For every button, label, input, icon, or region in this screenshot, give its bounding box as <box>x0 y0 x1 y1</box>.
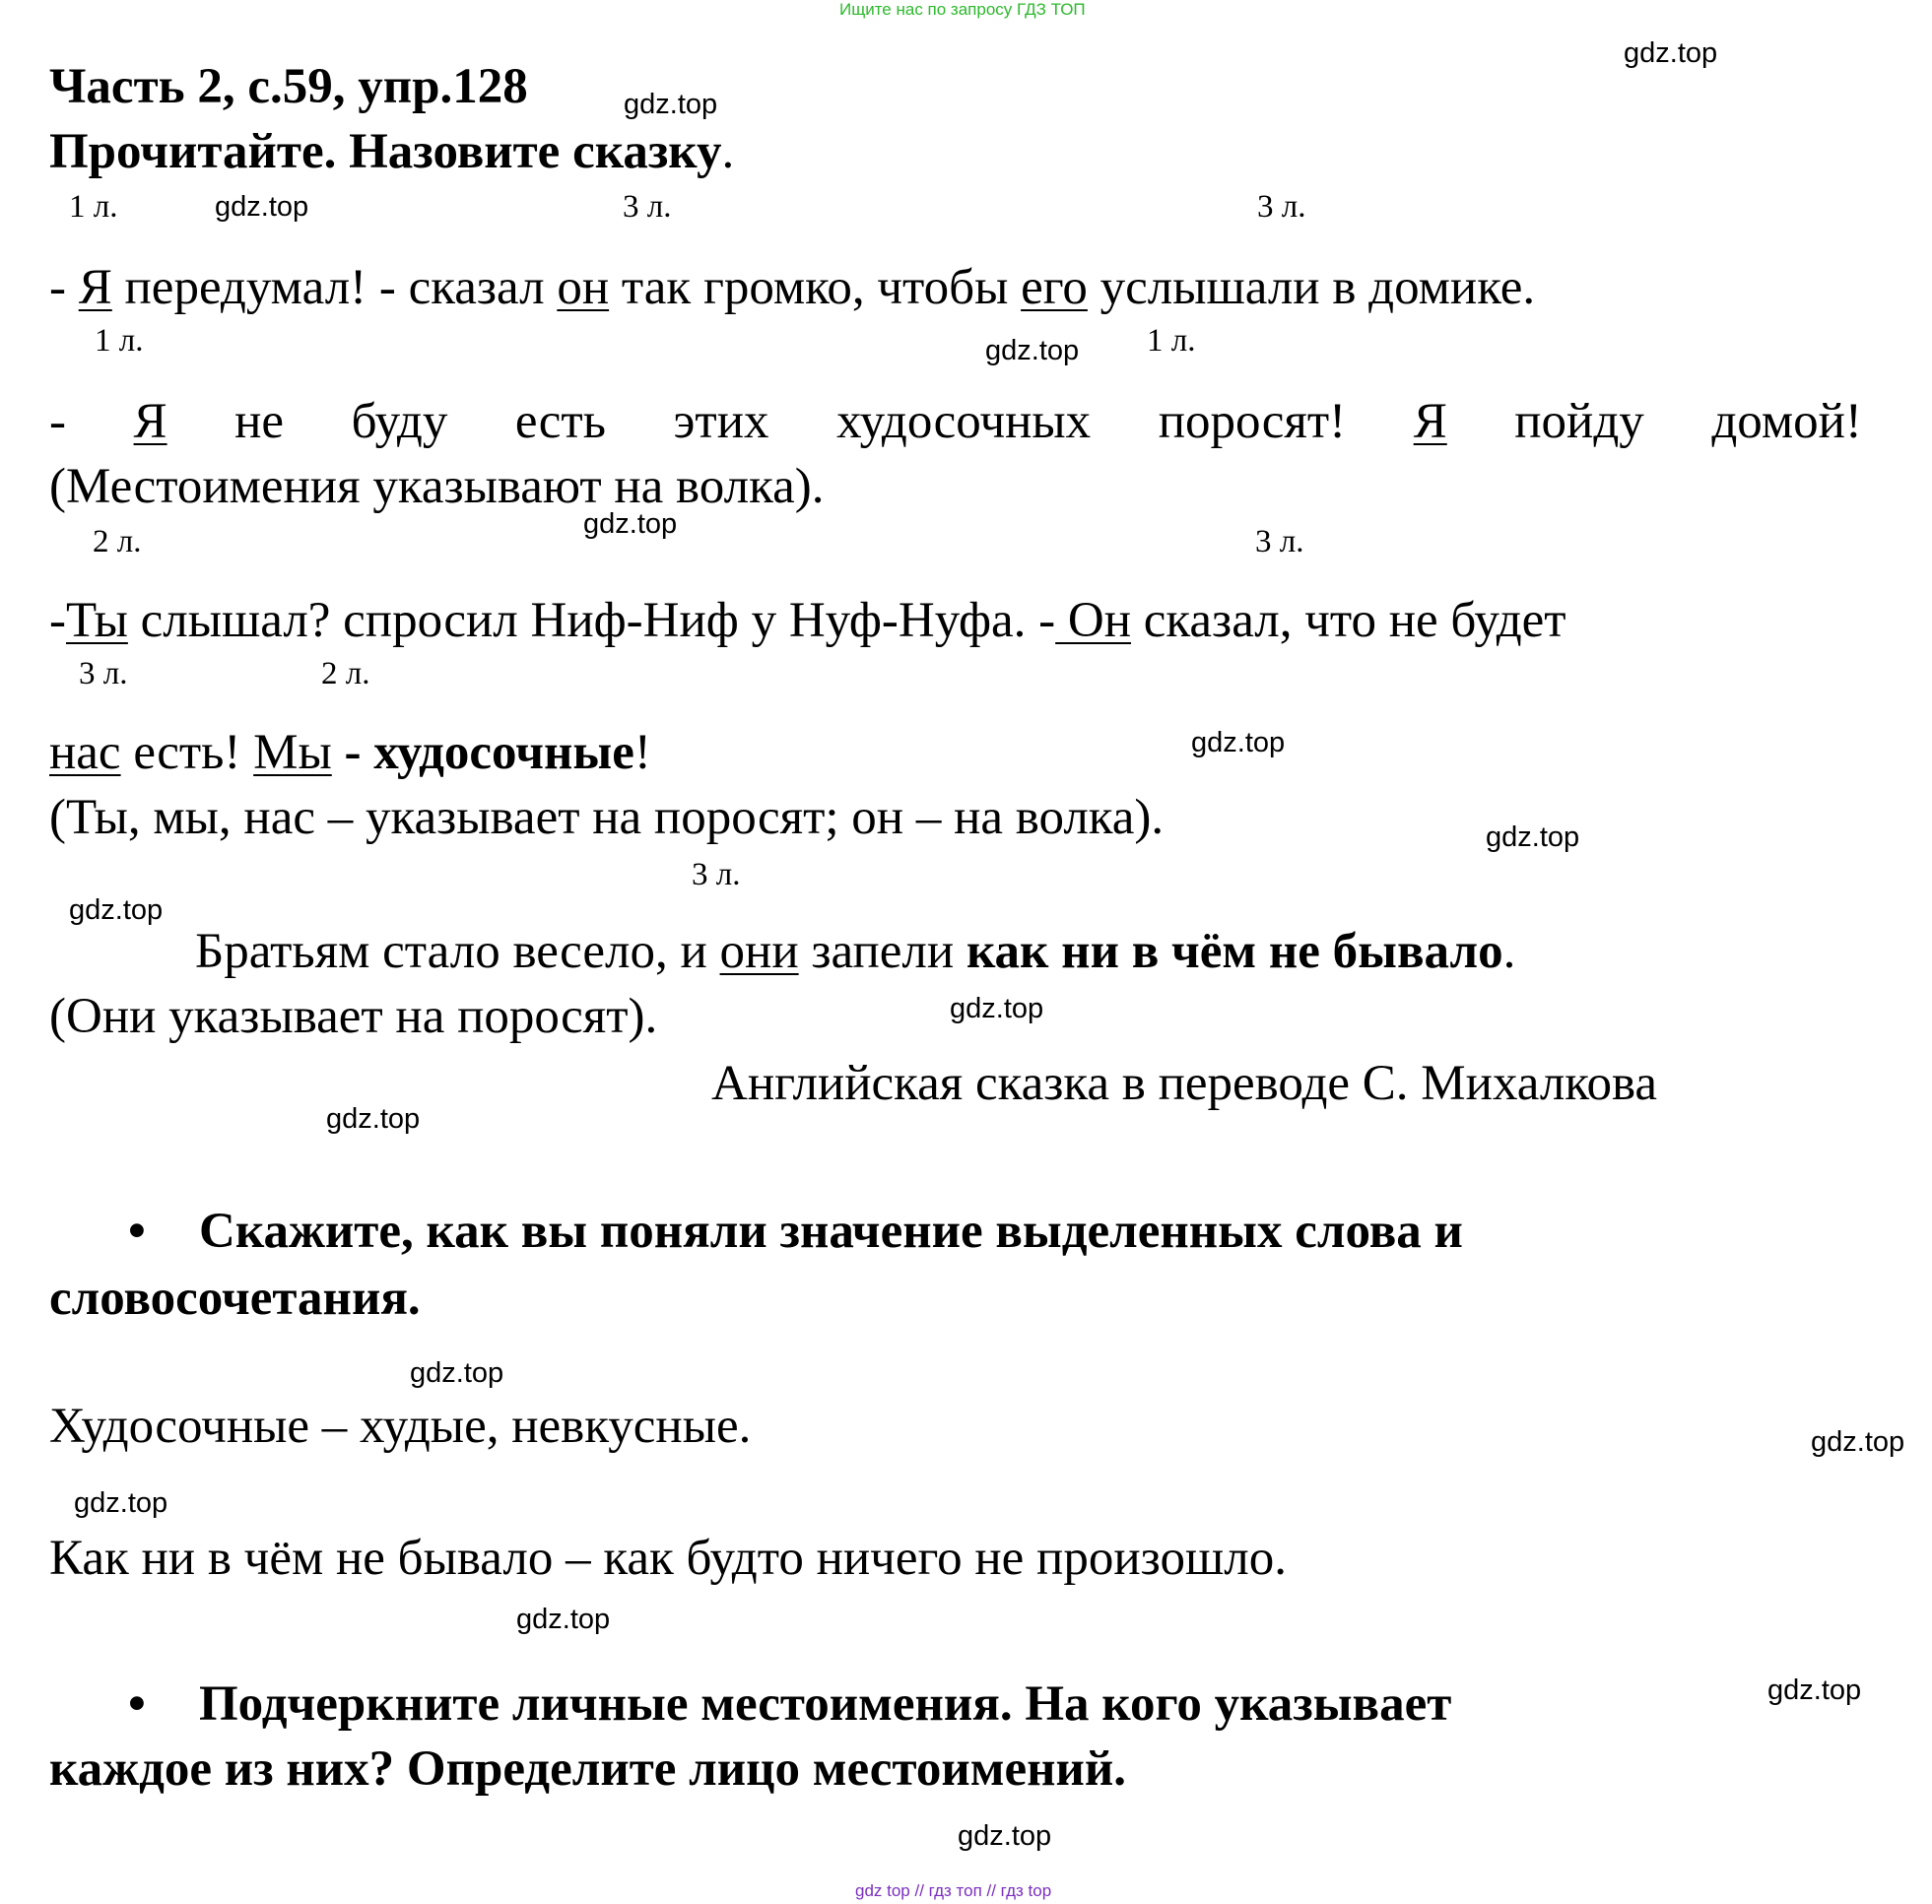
text-fragment: - <box>49 394 66 449</box>
bottom-banner: gdz top // гдз топ // гдз top <box>855 1881 1052 1900</box>
text-fragment: - <box>49 593 66 648</box>
text-fragment: слышал? спросил Ниф-Ниф у Нуф-Нуфа. - <box>127 593 1056 648</box>
bullet-icon: • <box>128 1676 146 1732</box>
bullet-icon: • <box>128 1204 146 1259</box>
watermark: gdz.top <box>1486 821 1580 853</box>
question-text: каждое из них? Определите лицо местоимений. <box>49 1741 1126 1797</box>
pronoun: Ты <box>65 593 128 648</box>
text-fragment: . <box>1502 924 1516 979</box>
watermark: gdz.top <box>74 1487 168 1519</box>
person-note: 3 л. <box>79 656 128 691</box>
person-note: 2 л. <box>321 656 370 691</box>
person-note: 3 л. <box>1257 189 1306 225</box>
person-note: 3 л. <box>1255 524 1304 559</box>
source-attribution: Английская сказка в переводе С. Михалкова <box>711 1056 1658 1111</box>
watermark: gdz.top <box>516 1604 611 1635</box>
watermark: gdz.top <box>583 508 678 540</box>
text-fragment: поросят! <box>1158 394 1347 449</box>
task-dot: . <box>721 124 735 179</box>
text-fragment: запели <box>798 924 966 979</box>
text-fragment: услышали в домике. <box>1087 260 1536 315</box>
person-note: 3 л. <box>692 857 741 892</box>
pronoun: они <box>719 924 799 979</box>
text-fragment: передумал! - сказал <box>111 260 558 315</box>
text-line <box>49 591 1566 650</box>
text-fragment: этих <box>673 394 769 449</box>
watermark: gdz.top <box>1624 37 1718 69</box>
watermark: gdz.top <box>985 335 1080 366</box>
pronoun: Я <box>78 260 112 315</box>
question-text: Скажите, как вы поняли значение выделенных слова и <box>199 1204 1463 1259</box>
person-note: 3 л. <box>623 189 672 225</box>
text-fragment: так громко, чтобы <box>609 260 1022 315</box>
watermark: gdz.top <box>950 993 1044 1024</box>
watermark: gdz.top <box>215 191 309 223</box>
text-fragment: ! <box>633 725 651 780</box>
text-fragment: есть! <box>120 725 254 780</box>
top-banner: Ищите нас по запросу ГДЗ ТОП <box>839 0 1086 19</box>
watermark: gdz.top <box>1811 1426 1905 1458</box>
watermark: gdz.top <box>958 1820 1052 1852</box>
pronoun: Мы <box>253 725 332 780</box>
task-heading <box>49 122 734 181</box>
question-text: Подчеркните личные местоимения. На кого указывает <box>199 1676 1452 1732</box>
text-line <box>49 723 651 782</box>
answer-text: Худосочные – худые, невкусные. <box>49 1399 752 1454</box>
watermark: gdz.top <box>326 1103 421 1135</box>
text-line: (Ты, мы, нас – указывает на поросят; он – на волка). <box>49 790 1165 845</box>
person-note: 2 л. <box>93 524 142 559</box>
text-fragment: - <box>49 260 79 315</box>
text-line <box>49 392 1862 451</box>
watermark: gdz.top <box>1191 727 1286 758</box>
question-text: словосочетания. <box>49 1271 421 1326</box>
person-note: 1 л. <box>95 323 144 359</box>
text-line <box>49 258 1535 317</box>
text-fragment: худосочных <box>836 394 1092 449</box>
task-text: Прочитайте. Назовите сказку <box>49 124 722 179</box>
text-fragment: буду <box>351 394 448 449</box>
text-fragment: есть <box>514 394 606 449</box>
watermark: gdz.top <box>69 894 164 926</box>
text-fragment: сказал, что не будет <box>1131 593 1566 648</box>
text-fragment: пойду <box>1514 394 1644 449</box>
highlighted-phrase: как ни в чём не бывало <box>966 924 1503 979</box>
text-fragment: домой! <box>1711 394 1862 449</box>
pronoun: нас <box>49 725 121 780</box>
pronoun: Он <box>1055 593 1132 648</box>
watermark: gdz.top <box>410 1357 504 1389</box>
highlighted-word: худосочные <box>373 725 634 780</box>
pronoun: он <box>557 260 610 315</box>
pronoun: Я <box>1413 394 1447 449</box>
text-fragment: не <box>234 394 285 449</box>
text-fragment: - <box>331 725 374 780</box>
person-note: 1 л. <box>1147 323 1196 359</box>
watermark: gdz.top <box>1767 1674 1862 1706</box>
watermark: gdz.top <box>624 89 718 120</box>
pronoun: Я <box>133 394 167 449</box>
text-line: (Они указывает на поросят). <box>49 989 658 1044</box>
person-note: 1 л. <box>69 189 118 225</box>
answer-text: Как ни в чём не бывало – как будто ничего не произошло. <box>49 1531 1287 1586</box>
pronoun: его <box>1021 260 1088 315</box>
text-line <box>195 922 1515 981</box>
text-line: (Местоимения указывают на волка). <box>49 459 825 514</box>
text-fragment: Братьям стало весело, и <box>195 924 720 979</box>
page-title: Часть 2, с.59, упр.128 <box>49 59 528 114</box>
